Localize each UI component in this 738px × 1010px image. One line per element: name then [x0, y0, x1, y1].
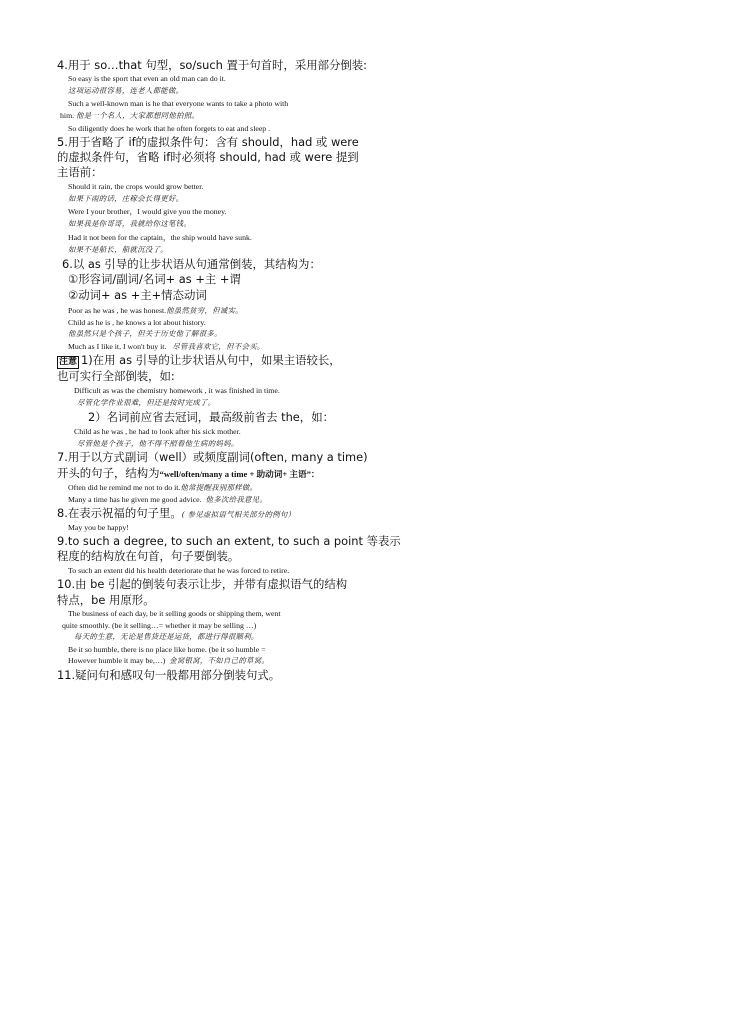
section-5-heading: 的虚拟条件句，省略 if时必须将 should, had 或 were 提到	[57, 150, 359, 164]
example-sentence: So easy is the sport that even an old man can do it.	[68, 74, 226, 83]
example-sentence: Often did he remind me not to do it.	[68, 483, 181, 492]
example-sentence-line	[68, 657, 269, 665]
section-9-heading: 程度的结构放在句首，句子要倒装。	[57, 549, 240, 563]
example-sentence: The business of each day, be it selling goods or shipping them, went	[68, 609, 281, 618]
example-translation: 这项运动很容易，连老人都能做。	[68, 86, 184, 95]
example-translation: 如果我是你哥哥，我就给你这笔钱。	[68, 219, 192, 228]
example-sentence: So diligently does he work that he often forgets to eat and sleep .	[68, 124, 271, 133]
note-text: 2）名词前应省去冠词，最高级前省去 the，如：	[88, 410, 334, 424]
example-sentence: Such a well-known man is he that everyone wants to take a photo with	[68, 99, 289, 108]
section-9-heading: 9.to such a degree, to such an extent, to such a point 等表示	[57, 534, 401, 548]
example-translation: 尽管我喜欢它，但不会买。	[172, 342, 265, 351]
example-translation: 每天的生意，无论是售货还是运货，都进行得很顺利。	[74, 632, 259, 641]
example-sentence: Many a time has he given me good advice.	[68, 495, 202, 504]
example-sentence-line	[68, 496, 267, 504]
example-sentence-line	[68, 343, 265, 351]
example-translation: 金窝银窝，不如自己的草窝。	[169, 656, 270, 665]
example-translation: 他虽然只是个孩子，但关于历史他了解很多。	[68, 329, 222, 338]
example-sentence: Child as he was , he had to look after his sick mother.	[74, 427, 241, 436]
example-translation: 尽管他是个孩子，他不得不照看他生病的妈妈。	[77, 439, 239, 448]
example-sentence-line	[68, 307, 243, 315]
example-translation: 如果不是船长，船就沉没了。	[68, 245, 168, 254]
example-translation: 他是一个名人，大家都想同他拍照。	[76, 111, 200, 120]
example-sentence-continued	[60, 112, 199, 120]
section-7-heading-line	[57, 468, 319, 479]
example-sentence-end: him.	[60, 111, 75, 120]
section-4-heading: 4.用于 so…that 句型，so/such 置于句首时，采用部分倒装:	[57, 58, 368, 72]
example-translation: 尽管化学作业很难，但还是按时完成了。	[77, 398, 216, 407]
section-5-heading: 主语前：	[57, 165, 103, 179]
example-translation: 他多次给我意见。	[205, 495, 268, 504]
example-sentence: To such an extent did his health deteriorate that he was forced to retire.	[68, 566, 290, 575]
example-sentence: However humble it may be,…)	[68, 656, 166, 665]
section-6-heading: 6.以 as 引导的让步状语从句通常倒装，其结构为：	[62, 257, 321, 271]
section-7-heading: 开头的句子，结构为	[57, 466, 160, 480]
example-translation: 如果下雨的话，庄稼会长得更好。	[68, 194, 184, 203]
note-text: 也可实行全部倒装，如:	[57, 369, 175, 383]
section-8-note: ( 参见虚拟语气相关部分的例句）	[181, 510, 296, 519]
example-sentence: Be it so humble, there is no place like home. (be it so humble =	[68, 645, 266, 654]
example-sentence: May you be happy!	[68, 523, 129, 532]
section-8-heading-line	[57, 508, 295, 519]
section-5-heading: 5.用于省略了 if的虚拟条件句：含有 should，had 或 were	[57, 135, 359, 149]
section-7-heading: 7.用于以方式副词（well）或频度副词(often, many a time)	[57, 450, 368, 464]
example-translation: 他虽然贫穷，但诚实。	[166, 306, 244, 315]
example-sentence: Should it rain, the crops would grow better.	[68, 182, 204, 191]
structure-formula: ②动词+ as +主+情态动词	[68, 288, 207, 302]
example-sentence: Poor as he was , he was honest.	[68, 306, 167, 315]
example-sentence: quite smoothly. (be it selling…= whether it may be selling …)	[62, 621, 257, 630]
example-sentence: Child as he is , he knows a lot about history.	[68, 318, 206, 327]
structure-formula: “well/often/many a time + 助动词+ 主语”：	[159, 469, 320, 479]
section-11-heading: 11.疑问句和感叹句一般都用部分倒装句式。	[57, 668, 281, 682]
section-10-heading: 特点，be 用原形。	[57, 593, 155, 607]
section-8-heading: 8.在表示祝福的句子里。	[57, 506, 182, 520]
note-text: 1)在用 as 引导的让步状语从句中，如果主语较长，	[81, 353, 341, 367]
note-line	[57, 355, 341, 369]
example-sentence: Difficult as was the chemistry homework , it was finished in time.	[74, 386, 280, 395]
example-sentence: Much as I like it, I won't buy it.	[68, 342, 167, 351]
example-sentence: Had it not been for the captain，the ship would have sunk.	[68, 233, 252, 242]
example-translation: 他常提醒我别那样做。	[180, 483, 258, 492]
example-sentence-line	[68, 484, 257, 492]
example-sentence: Were I your brother，I would give you the money.	[68, 207, 227, 216]
note-badge: 注意	[59, 357, 78, 367]
section-10-heading: 10.由 be 引起的倒装句表示让步，并带有虚拟语气的结构	[57, 577, 348, 591]
structure-formula: ①形容词/副词/名词+ as +主 +谓	[68, 272, 241, 286]
